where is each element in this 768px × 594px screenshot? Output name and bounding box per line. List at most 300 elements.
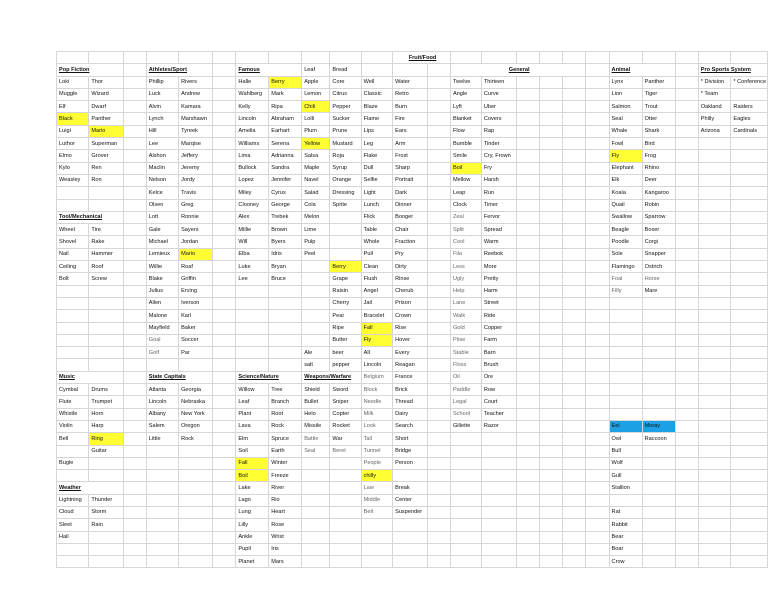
word-cell[interactable]: Rake	[89, 236, 123, 248]
word-cell[interactable]: Every	[393, 347, 428, 359]
empty-cell[interactable]	[539, 236, 562, 248]
empty-cell[interactable]	[539, 371, 562, 383]
empty-cell[interactable]	[393, 470, 428, 482]
word-cell[interactable]: Seal	[302, 445, 330, 457]
empty-cell[interactable]	[731, 420, 768, 432]
empty-cell[interactable]	[675, 261, 698, 273]
word-cell[interactable]: Grover	[89, 150, 123, 162]
empty-cell[interactable]	[539, 310, 562, 322]
word-cell[interactable]: Loki	[57, 76, 89, 88]
word-cell[interactable]: Lake	[236, 482, 269, 494]
word-cell[interactable]: Pear	[330, 310, 361, 322]
empty-cell[interactable]	[213, 506, 236, 518]
empty-cell[interactable]	[675, 248, 698, 260]
word-cell[interactable]: Mellow	[450, 174, 481, 186]
empty-cell[interactable]	[123, 556, 146, 568]
empty-cell[interactable]	[57, 445, 89, 457]
empty-cell[interactable]	[675, 138, 698, 150]
empty-cell[interactable]	[516, 261, 539, 273]
word-cell[interactable]: Belgium	[361, 371, 392, 383]
empty-cell[interactable]	[586, 285, 609, 297]
empty-cell[interactable]	[516, 211, 539, 223]
empty-cell[interactable]	[731, 519, 768, 531]
word-cell[interactable]: Water	[393, 76, 428, 88]
empty-cell[interactable]	[539, 261, 562, 273]
empty-cell[interactable]	[123, 420, 146, 432]
empty-cell[interactable]	[450, 457, 481, 469]
empty-cell[interactable]	[675, 150, 698, 162]
empty-cell[interactable]	[213, 519, 236, 531]
word-cell[interactable]: Eagles	[731, 113, 768, 125]
empty-cell[interactable]	[57, 556, 89, 568]
empty-cell[interactable]	[731, 88, 768, 100]
empty-cell[interactable]	[731, 297, 768, 309]
word-cell[interactable]: Navel	[302, 174, 330, 186]
word-cell[interactable]: Dark	[393, 187, 428, 199]
word-cell[interactable]: Angel	[361, 285, 392, 297]
word-cell[interactable]: Sole	[609, 248, 642, 260]
word-cell[interactable]: Lane	[450, 297, 481, 309]
empty-cell[interactable]	[539, 162, 562, 174]
word-cell[interactable]: Crown	[393, 310, 428, 322]
word-cell[interactable]: Horn	[89, 408, 123, 420]
word-cell[interactable]: Fraction	[393, 236, 428, 248]
empty-cell[interactable]	[586, 347, 609, 359]
empty-cell[interactable]	[698, 482, 731, 494]
word-cell[interactable]: Rivers	[179, 76, 213, 88]
word-cell[interactable]: Cardinals	[731, 125, 768, 137]
word-cell[interactable]: Lion	[609, 88, 642, 100]
word-cell[interactable]: Cry, Frown	[481, 150, 516, 162]
empty-cell[interactable]	[516, 150, 539, 162]
empty-cell[interactable]	[516, 76, 539, 88]
empty-cell[interactable]	[516, 322, 539, 334]
empty-cell[interactable]	[586, 224, 609, 236]
empty-cell[interactable]	[427, 187, 450, 199]
empty-cell[interactable]	[213, 113, 236, 125]
word-cell[interactable]: Mustard	[330, 138, 361, 150]
word-cell[interactable]: Flame	[361, 113, 392, 125]
word-cell[interactable]: Snapper	[642, 248, 675, 260]
word-cell[interactable]: Dirty	[393, 261, 428, 273]
empty-cell[interactable]	[609, 52, 642, 64]
word-cell[interactable]: Kelce	[146, 187, 178, 199]
empty-cell[interactable]	[562, 273, 586, 285]
word-cell[interactable]: Heart	[269, 506, 302, 518]
empty-cell[interactable]	[236, 347, 269, 359]
word-cell[interactable]: Peel	[302, 248, 330, 260]
empty-cell[interactable]	[698, 531, 731, 543]
word-cell[interactable]: Copper	[481, 322, 516, 334]
empty-cell[interactable]	[146, 359, 178, 371]
word-cell[interactable]: Andrew	[179, 88, 213, 100]
word-cell[interactable]: Raisin	[330, 285, 361, 297]
empty-cell[interactable]	[516, 457, 539, 469]
empty-cell[interactable]	[586, 125, 609, 137]
word-cell[interactable]: Helo	[302, 408, 330, 420]
empty-cell[interactable]	[698, 261, 731, 273]
word-cell[interactable]: Rabbit	[609, 519, 642, 531]
empty-cell[interactable]	[731, 310, 768, 322]
empty-cell[interactable]	[213, 384, 236, 396]
word-cell[interactable]: Tire	[89, 224, 123, 236]
word-cell[interactable]: Ostrich	[642, 261, 675, 273]
empty-cell[interactable]	[213, 162, 236, 174]
empty-cell[interactable]	[516, 138, 539, 150]
word-cell[interactable]: Block	[361, 384, 392, 396]
empty-cell[interactable]	[427, 113, 450, 125]
word-cell[interactable]: Plant	[236, 408, 269, 420]
word-cell[interactable]: Superman	[89, 138, 123, 150]
empty-cell[interactable]	[539, 556, 562, 568]
empty-cell[interactable]	[213, 174, 236, 186]
empty-cell[interactable]	[562, 310, 586, 322]
empty-cell[interactable]	[642, 470, 675, 482]
word-cell[interactable]: Ears	[393, 125, 428, 137]
empty-cell[interactable]	[427, 347, 450, 359]
empty-cell[interactable]	[236, 322, 269, 334]
empty-cell[interactable]	[539, 150, 562, 162]
word-cell[interactable]: Nebraska	[179, 396, 213, 408]
word-cell[interactable]: Frog	[642, 150, 675, 162]
word-cell[interactable]: Rinse	[393, 273, 428, 285]
word-cell[interactable]: Bolt	[57, 273, 89, 285]
word-cell[interactable]: Earhart	[269, 125, 302, 137]
empty-cell[interactable]	[539, 494, 562, 506]
word-cell[interactable]: Yellow	[302, 138, 330, 150]
empty-cell[interactable]	[698, 224, 731, 236]
word-cell[interactable]: pepper	[330, 359, 361, 371]
word-cell[interactable]: Ride	[481, 310, 516, 322]
empty-cell[interactable]	[179, 531, 213, 543]
word-cell[interactable]: Pull	[361, 248, 392, 260]
empty-cell[interactable]	[675, 347, 698, 359]
word-cell[interactable]: Person	[393, 457, 428, 469]
empty-cell[interactable]	[516, 470, 539, 482]
empty-cell[interactable]	[675, 310, 698, 322]
word-cell[interactable]: Blaze	[361, 101, 392, 113]
empty-cell[interactable]	[698, 199, 731, 211]
empty-cell[interactable]	[516, 433, 539, 445]
empty-cell[interactable]	[123, 211, 146, 223]
empty-cell[interactable]	[123, 494, 146, 506]
empty-cell[interactable]	[361, 52, 392, 64]
empty-cell[interactable]	[302, 531, 330, 543]
empty-cell[interactable]	[642, 482, 675, 494]
empty-cell[interactable]	[698, 359, 731, 371]
word-cell[interactable]: Dull	[361, 162, 392, 174]
empty-cell[interactable]	[516, 236, 539, 248]
word-cell[interactable]: Elk	[609, 174, 642, 186]
empty-cell[interactable]	[698, 408, 731, 420]
empty-cell[interactable]	[586, 273, 609, 285]
word-cell[interactable]: Otter	[642, 113, 675, 125]
word-cell[interactable]: Panther	[642, 76, 675, 88]
word-cell[interactable]: Crow	[609, 556, 642, 568]
word-cell[interactable]: Frost	[393, 150, 428, 162]
empty-cell[interactable]	[516, 297, 539, 309]
empty-cell[interactable]	[586, 138, 609, 150]
empty-cell[interactable]	[539, 174, 562, 186]
empty-cell[interactable]	[427, 519, 450, 531]
empty-cell[interactable]	[562, 174, 586, 186]
empty-cell[interactable]	[539, 531, 562, 543]
empty-cell[interactable]	[213, 224, 236, 236]
empty-cell[interactable]	[562, 285, 586, 297]
word-cell[interactable]: Jeremy	[179, 162, 213, 174]
word-cell[interactable]: Apple	[302, 76, 330, 88]
empty-cell[interactable]	[698, 138, 731, 150]
empty-cell[interactable]	[361, 519, 392, 531]
empty-cell[interactable]	[213, 199, 236, 211]
empty-cell[interactable]	[731, 482, 768, 494]
empty-cell[interactable]	[539, 433, 562, 445]
empty-cell[interactable]	[698, 543, 731, 555]
word-cell[interactable]: Fly	[361, 334, 392, 346]
word-cell[interactable]: Brick	[393, 384, 428, 396]
empty-cell[interactable]	[213, 334, 236, 346]
empty-cell[interactable]	[642, 457, 675, 469]
empty-cell[interactable]	[609, 494, 642, 506]
empty-cell[interactable]	[562, 125, 586, 137]
word-cell[interactable]: Elba	[236, 248, 269, 260]
word-cell[interactable]: Sandra	[269, 162, 302, 174]
word-cell[interactable]: Split	[450, 224, 481, 236]
empty-cell[interactable]	[302, 285, 330, 297]
empty-cell[interactable]	[269, 322, 302, 334]
empty-cell[interactable]	[269, 297, 302, 309]
word-cell[interactable]: Retro	[393, 88, 428, 100]
word-cell[interactable]: Blake	[146, 273, 178, 285]
empty-cell[interactable]	[539, 88, 562, 100]
word-cell[interactable]: Rose	[269, 519, 302, 531]
empty-cell[interactable]	[123, 64, 146, 76]
word-cell[interactable]: Koala	[609, 187, 642, 199]
empty-cell[interactable]	[213, 236, 236, 248]
empty-cell[interactable]	[642, 396, 675, 408]
word-cell[interactable]: Ankle	[236, 531, 269, 543]
word-cell[interactable]: More	[481, 261, 516, 273]
word-cell[interactable]: Blanket	[450, 113, 481, 125]
empty-cell[interactable]	[236, 285, 269, 297]
word-cell[interactable]: France	[393, 371, 428, 383]
word-cell[interactable]: Bullet	[302, 396, 330, 408]
empty-cell[interactable]	[698, 420, 731, 432]
empty-cell[interactable]	[236, 52, 269, 64]
empty-cell[interactable]	[57, 322, 89, 334]
empty-cell[interactable]	[146, 494, 178, 506]
empty-cell[interactable]	[123, 138, 146, 150]
word-cell[interactable]: Milk	[361, 408, 392, 420]
word-cell[interactable]: Quail	[609, 199, 642, 211]
word-cell[interactable]: Lolli	[302, 113, 330, 125]
empty-cell[interactable]	[330, 470, 361, 482]
empty-cell[interactable]	[89, 556, 123, 568]
word-cell[interactable]: Greg	[179, 199, 213, 211]
word-cell[interactable]: Griffin	[179, 273, 213, 285]
empty-cell[interactable]	[302, 261, 330, 273]
word-cell[interactable]: Melon	[302, 211, 330, 223]
category-header[interactable]: General	[450, 64, 585, 76]
word-cell[interactable]: Boil	[236, 470, 269, 482]
empty-cell[interactable]	[302, 334, 330, 346]
empty-cell[interactable]	[516, 494, 539, 506]
empty-cell[interactable]	[675, 285, 698, 297]
word-cell[interactable]: Legal	[450, 396, 481, 408]
empty-cell[interactable]	[675, 76, 698, 88]
word-cell[interactable]: Lynch	[146, 113, 178, 125]
word-cell[interactable]: Portrait	[393, 174, 428, 186]
word-cell[interactable]: Lilly	[236, 519, 269, 531]
empty-cell[interactable]	[562, 347, 586, 359]
empty-cell[interactable]	[123, 174, 146, 186]
empty-cell[interactable]	[562, 88, 586, 100]
empty-cell[interactable]	[427, 211, 450, 223]
empty-cell[interactable]	[698, 248, 731, 260]
empty-cell[interactable]	[731, 506, 768, 518]
word-cell[interactable]: Orange	[330, 174, 361, 186]
empty-cell[interactable]	[123, 482, 146, 494]
empty-cell[interactable]	[586, 494, 609, 506]
empty-cell[interactable]	[586, 482, 609, 494]
empty-cell[interactable]	[562, 297, 586, 309]
empty-cell[interactable]	[481, 506, 516, 518]
empty-cell[interactable]	[675, 297, 698, 309]
empty-cell[interactable]	[539, 76, 562, 88]
empty-cell[interactable]	[481, 556, 516, 568]
empty-cell[interactable]	[562, 236, 586, 248]
empty-cell[interactable]	[586, 359, 609, 371]
empty-cell[interactable]	[642, 543, 675, 555]
empty-cell[interactable]	[562, 494, 586, 506]
word-cell[interactable]: Missile	[302, 420, 330, 432]
empty-cell[interactable]	[731, 52, 768, 64]
empty-cell[interactable]	[586, 52, 609, 64]
empty-cell[interactable]	[481, 482, 516, 494]
word-cell[interactable]: Floss	[450, 359, 481, 371]
empty-cell[interactable]	[562, 248, 586, 260]
word-cell[interactable]: Salsa	[302, 150, 330, 162]
empty-cell[interactable]	[213, 396, 236, 408]
word-cell[interactable]: Ripa	[269, 101, 302, 113]
empty-cell[interactable]	[179, 543, 213, 555]
empty-cell[interactable]	[123, 470, 146, 482]
word-cell[interactable]: Bridge	[393, 445, 428, 457]
word-cell[interactable]: Lago	[236, 494, 269, 506]
empty-cell[interactable]	[698, 322, 731, 334]
empty-cell[interactable]	[213, 101, 236, 113]
word-cell[interactable]: Clean	[361, 261, 392, 273]
empty-cell[interactable]	[675, 408, 698, 420]
word-cell[interactable]: Bugle	[57, 457, 89, 469]
empty-cell[interactable]	[675, 174, 698, 186]
empty-cell[interactable]	[562, 371, 586, 383]
word-cell[interactable]: Lunch	[361, 199, 392, 211]
word-cell[interactable]: Classic	[361, 88, 392, 100]
word-cell[interactable]: School	[450, 408, 481, 420]
empty-cell[interactable]	[675, 236, 698, 248]
empty-cell[interactable]	[698, 457, 731, 469]
word-cell[interactable]: Pulp	[302, 236, 330, 248]
empty-cell[interactable]	[123, 396, 146, 408]
empty-cell[interactable]	[213, 248, 236, 260]
empty-cell[interactable]	[481, 543, 516, 555]
empty-cell[interactable]	[427, 334, 450, 346]
empty-cell[interactable]	[330, 224, 361, 236]
empty-cell[interactable]	[481, 531, 516, 543]
empty-cell[interactable]	[481, 445, 516, 457]
empty-cell[interactable]	[427, 433, 450, 445]
word-cell[interactable]: Bread	[330, 64, 361, 76]
empty-cell[interactable]	[427, 248, 450, 260]
word-cell[interactable]: Bruce	[269, 273, 302, 285]
empty-cell[interactable]	[516, 420, 539, 432]
empty-cell[interactable]	[123, 199, 146, 211]
empty-cell[interactable]	[586, 384, 609, 396]
empty-cell[interactable]	[481, 470, 516, 482]
word-cell[interactable]: Alshon	[146, 150, 178, 162]
word-cell[interactable]: Eel	[609, 420, 642, 432]
empty-cell[interactable]	[675, 187, 698, 199]
word-cell[interactable]: Jordan	[179, 236, 213, 248]
empty-cell[interactable]	[562, 482, 586, 494]
empty-cell[interactable]	[123, 285, 146, 297]
empty-cell[interactable]	[146, 445, 178, 457]
empty-cell[interactable]	[427, 396, 450, 408]
empty-cell[interactable]	[516, 101, 539, 113]
empty-cell[interactable]	[516, 334, 539, 346]
empty-cell[interactable]	[539, 285, 562, 297]
empty-cell[interactable]	[562, 420, 586, 432]
word-cell[interactable]: Trout	[642, 101, 675, 113]
word-cell[interactable]: Bumble	[450, 138, 481, 150]
empty-cell[interactable]	[57, 297, 89, 309]
empty-cell[interactable]	[609, 297, 642, 309]
empty-cell[interactable]	[516, 52, 539, 64]
word-cell[interactable]: All	[361, 347, 392, 359]
word-cell[interactable]: Sword	[330, 384, 361, 396]
word-cell[interactable]: Amelia	[236, 125, 269, 137]
word-cell[interactable]: Rain	[89, 519, 123, 531]
empty-cell[interactable]	[213, 187, 236, 199]
empty-cell[interactable]	[123, 384, 146, 396]
empty-cell[interactable]	[330, 506, 361, 518]
empty-cell[interactable]	[123, 457, 146, 469]
empty-cell[interactable]	[675, 211, 698, 223]
empty-cell[interactable]	[427, 236, 450, 248]
empty-cell[interactable]	[427, 384, 450, 396]
word-cell[interactable]: Prison	[393, 297, 428, 309]
word-cell[interactable]: Lee	[146, 138, 178, 150]
empty-cell[interactable]	[330, 211, 361, 223]
empty-cell[interactable]	[539, 322, 562, 334]
empty-cell[interactable]	[586, 297, 609, 309]
word-cell[interactable]: Burn	[393, 101, 428, 113]
empty-cell[interactable]	[731, 150, 768, 162]
empty-cell[interactable]	[586, 322, 609, 334]
empty-cell[interactable]	[427, 273, 450, 285]
word-cell[interactable]: Razor	[481, 420, 516, 432]
empty-cell[interactable]	[642, 322, 675, 334]
empty-cell[interactable]	[123, 52, 146, 64]
word-cell[interactable]: Clock	[450, 199, 481, 211]
word-cell[interactable]: Harsh	[481, 174, 516, 186]
word-cell[interactable]: Lynx	[609, 76, 642, 88]
empty-cell[interactable]	[450, 556, 481, 568]
empty-cell[interactable]	[57, 187, 89, 199]
empty-cell[interactable]	[516, 125, 539, 137]
category-header[interactable]: Animal	[609, 64, 675, 76]
